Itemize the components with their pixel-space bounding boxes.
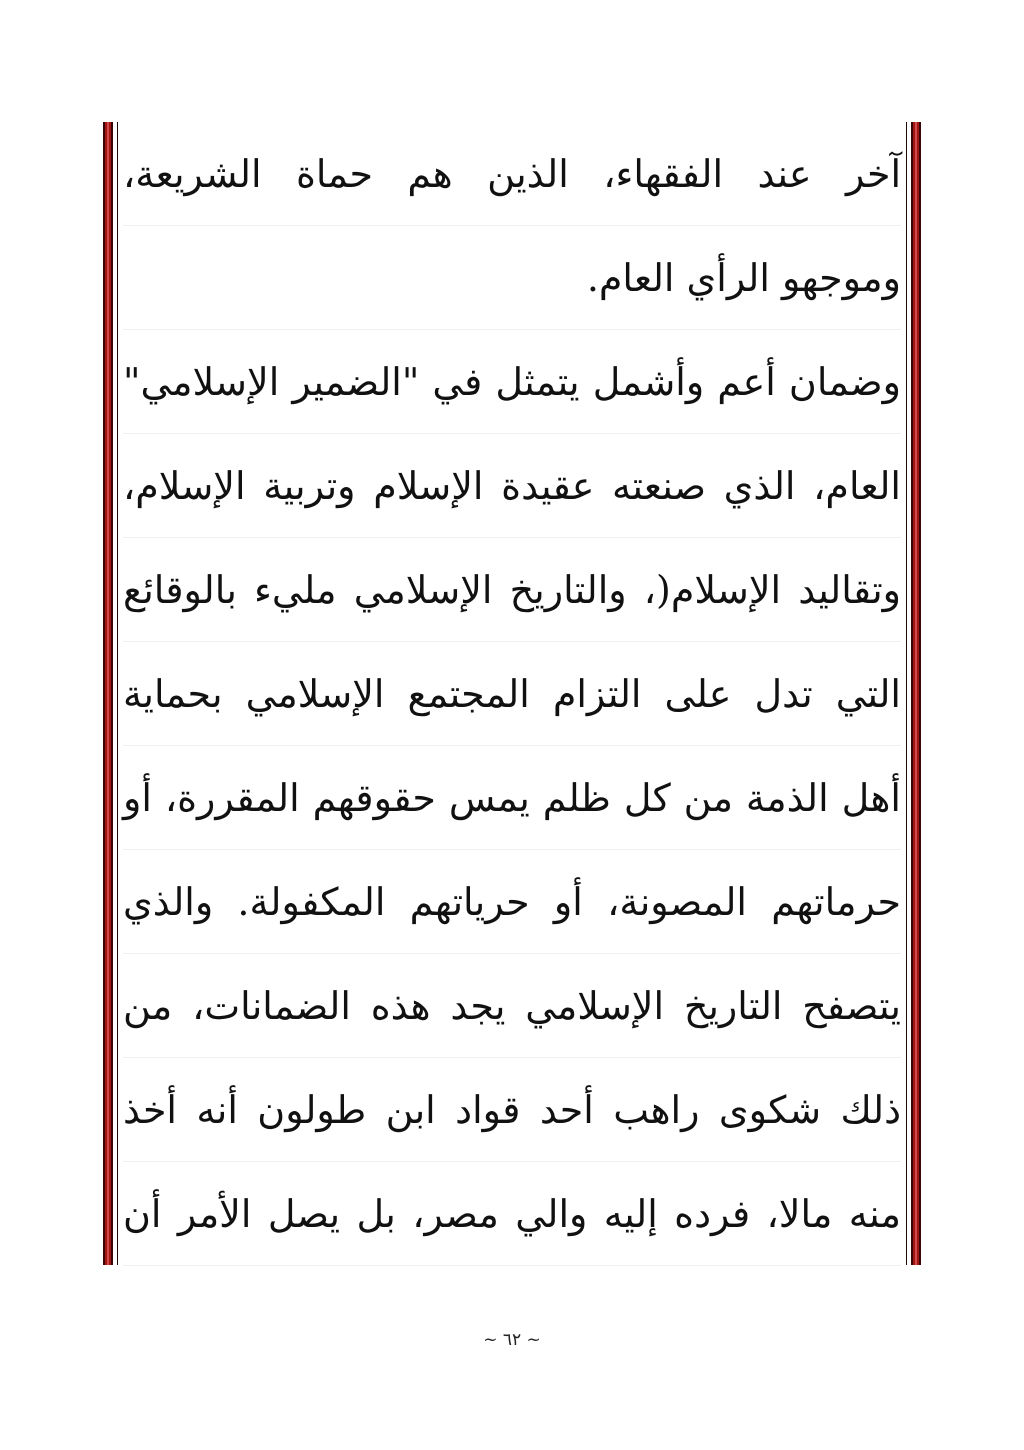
text-line-9: يتصفح التاريخ الإسلامي يجد هذه الضمانات، من [123, 954, 901, 1058]
text-line-5: وتقاليد الإسلام(، والتاريخ الإسلامي مليء بالوقائع [123, 538, 901, 642]
left-inner-rule [117, 122, 118, 1265]
text-line-10: ذلك شكوى راهب أحد قواد ابن طولون أنه أخذ [123, 1058, 901, 1162]
text-line-8: حرماتهم المصونة، أو حرياتهم المكفولة. والذي [123, 850, 901, 954]
text-line-1: آخر عند الفقهاء، الذين هم حماة الشريعة، [123, 122, 901, 226]
right-inner-rule [906, 122, 907, 1265]
page-number: ~ ٦٢ ~ [483, 1330, 541, 1350]
page-frame [103, 122, 921, 1265]
text-line-4: العام، الذي صنعته عقيدة الإسلام وتربية الإسلام، [123, 434, 901, 538]
body-text [123, 122, 901, 1265]
right-border-bar [911, 122, 921, 1265]
text-line-11: منه مالا، فرده إليه والي مصر، بل يصل الأمر أن [123, 1162, 901, 1266]
text-line-2: وموجهو الرأي العام. [123, 226, 901, 330]
left-border-bar [103, 122, 113, 1265]
text-line-6: التي تدل على التزام المجتمع الإسلامي بحماية [123, 642, 901, 746]
text-line-3: وضمان أعم وأشمل يتمثل في "الضمير الإسلامي" [123, 330, 901, 434]
text-line-7: أهل الذمة من كل ظلم يمس حقوقهم المقررة، أو [123, 746, 901, 850]
